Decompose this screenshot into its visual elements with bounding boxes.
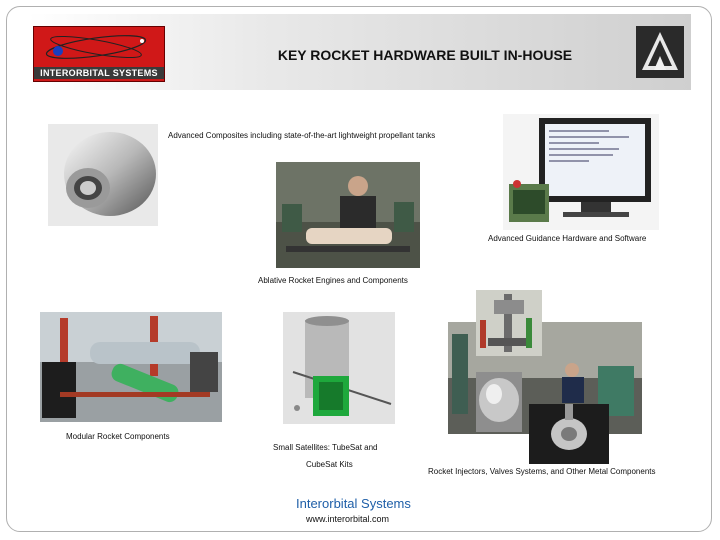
caption-composites: Advanced Composites including state-of-the-art lightweight propellant tanks xyxy=(168,131,436,140)
metal-tank-photo xyxy=(476,372,522,432)
injector-photo xyxy=(529,404,609,464)
page-title: KEY ROCKET HARDWARE BUILT IN-HOUSE xyxy=(277,47,573,63)
caption-satellites-line2: CubeSat Kits xyxy=(306,460,353,469)
caption-injectors: Rocket Injectors, Valves Systems, and Other Metal Components xyxy=(428,467,656,476)
interorbital-logo xyxy=(33,26,165,82)
ablative-engine-photo xyxy=(276,162,420,268)
composite-tank-photo xyxy=(48,124,158,226)
drill-press-photo xyxy=(476,290,542,356)
guidance-computer-photo xyxy=(503,114,659,230)
modular-components-photo xyxy=(40,312,222,422)
footer-website-url[interactable]: www.interorbital.com xyxy=(306,514,390,524)
pyramid-logo-icon xyxy=(636,26,684,78)
logo-text: INTERORBITAL SYSTEMS xyxy=(34,67,164,79)
footer-company-name: Interorbital Systems xyxy=(296,496,411,511)
caption-satellites-line1: Small Satellites: TubeSat and xyxy=(273,443,378,452)
caption-guidance: Advanced Guidance Hardware and Software xyxy=(488,234,647,243)
caption-modular: Modular Rocket Components xyxy=(66,432,170,441)
caption-ablative: Ablative Rocket Engines and Components xyxy=(258,276,408,285)
small-satellites-photo xyxy=(283,312,395,424)
